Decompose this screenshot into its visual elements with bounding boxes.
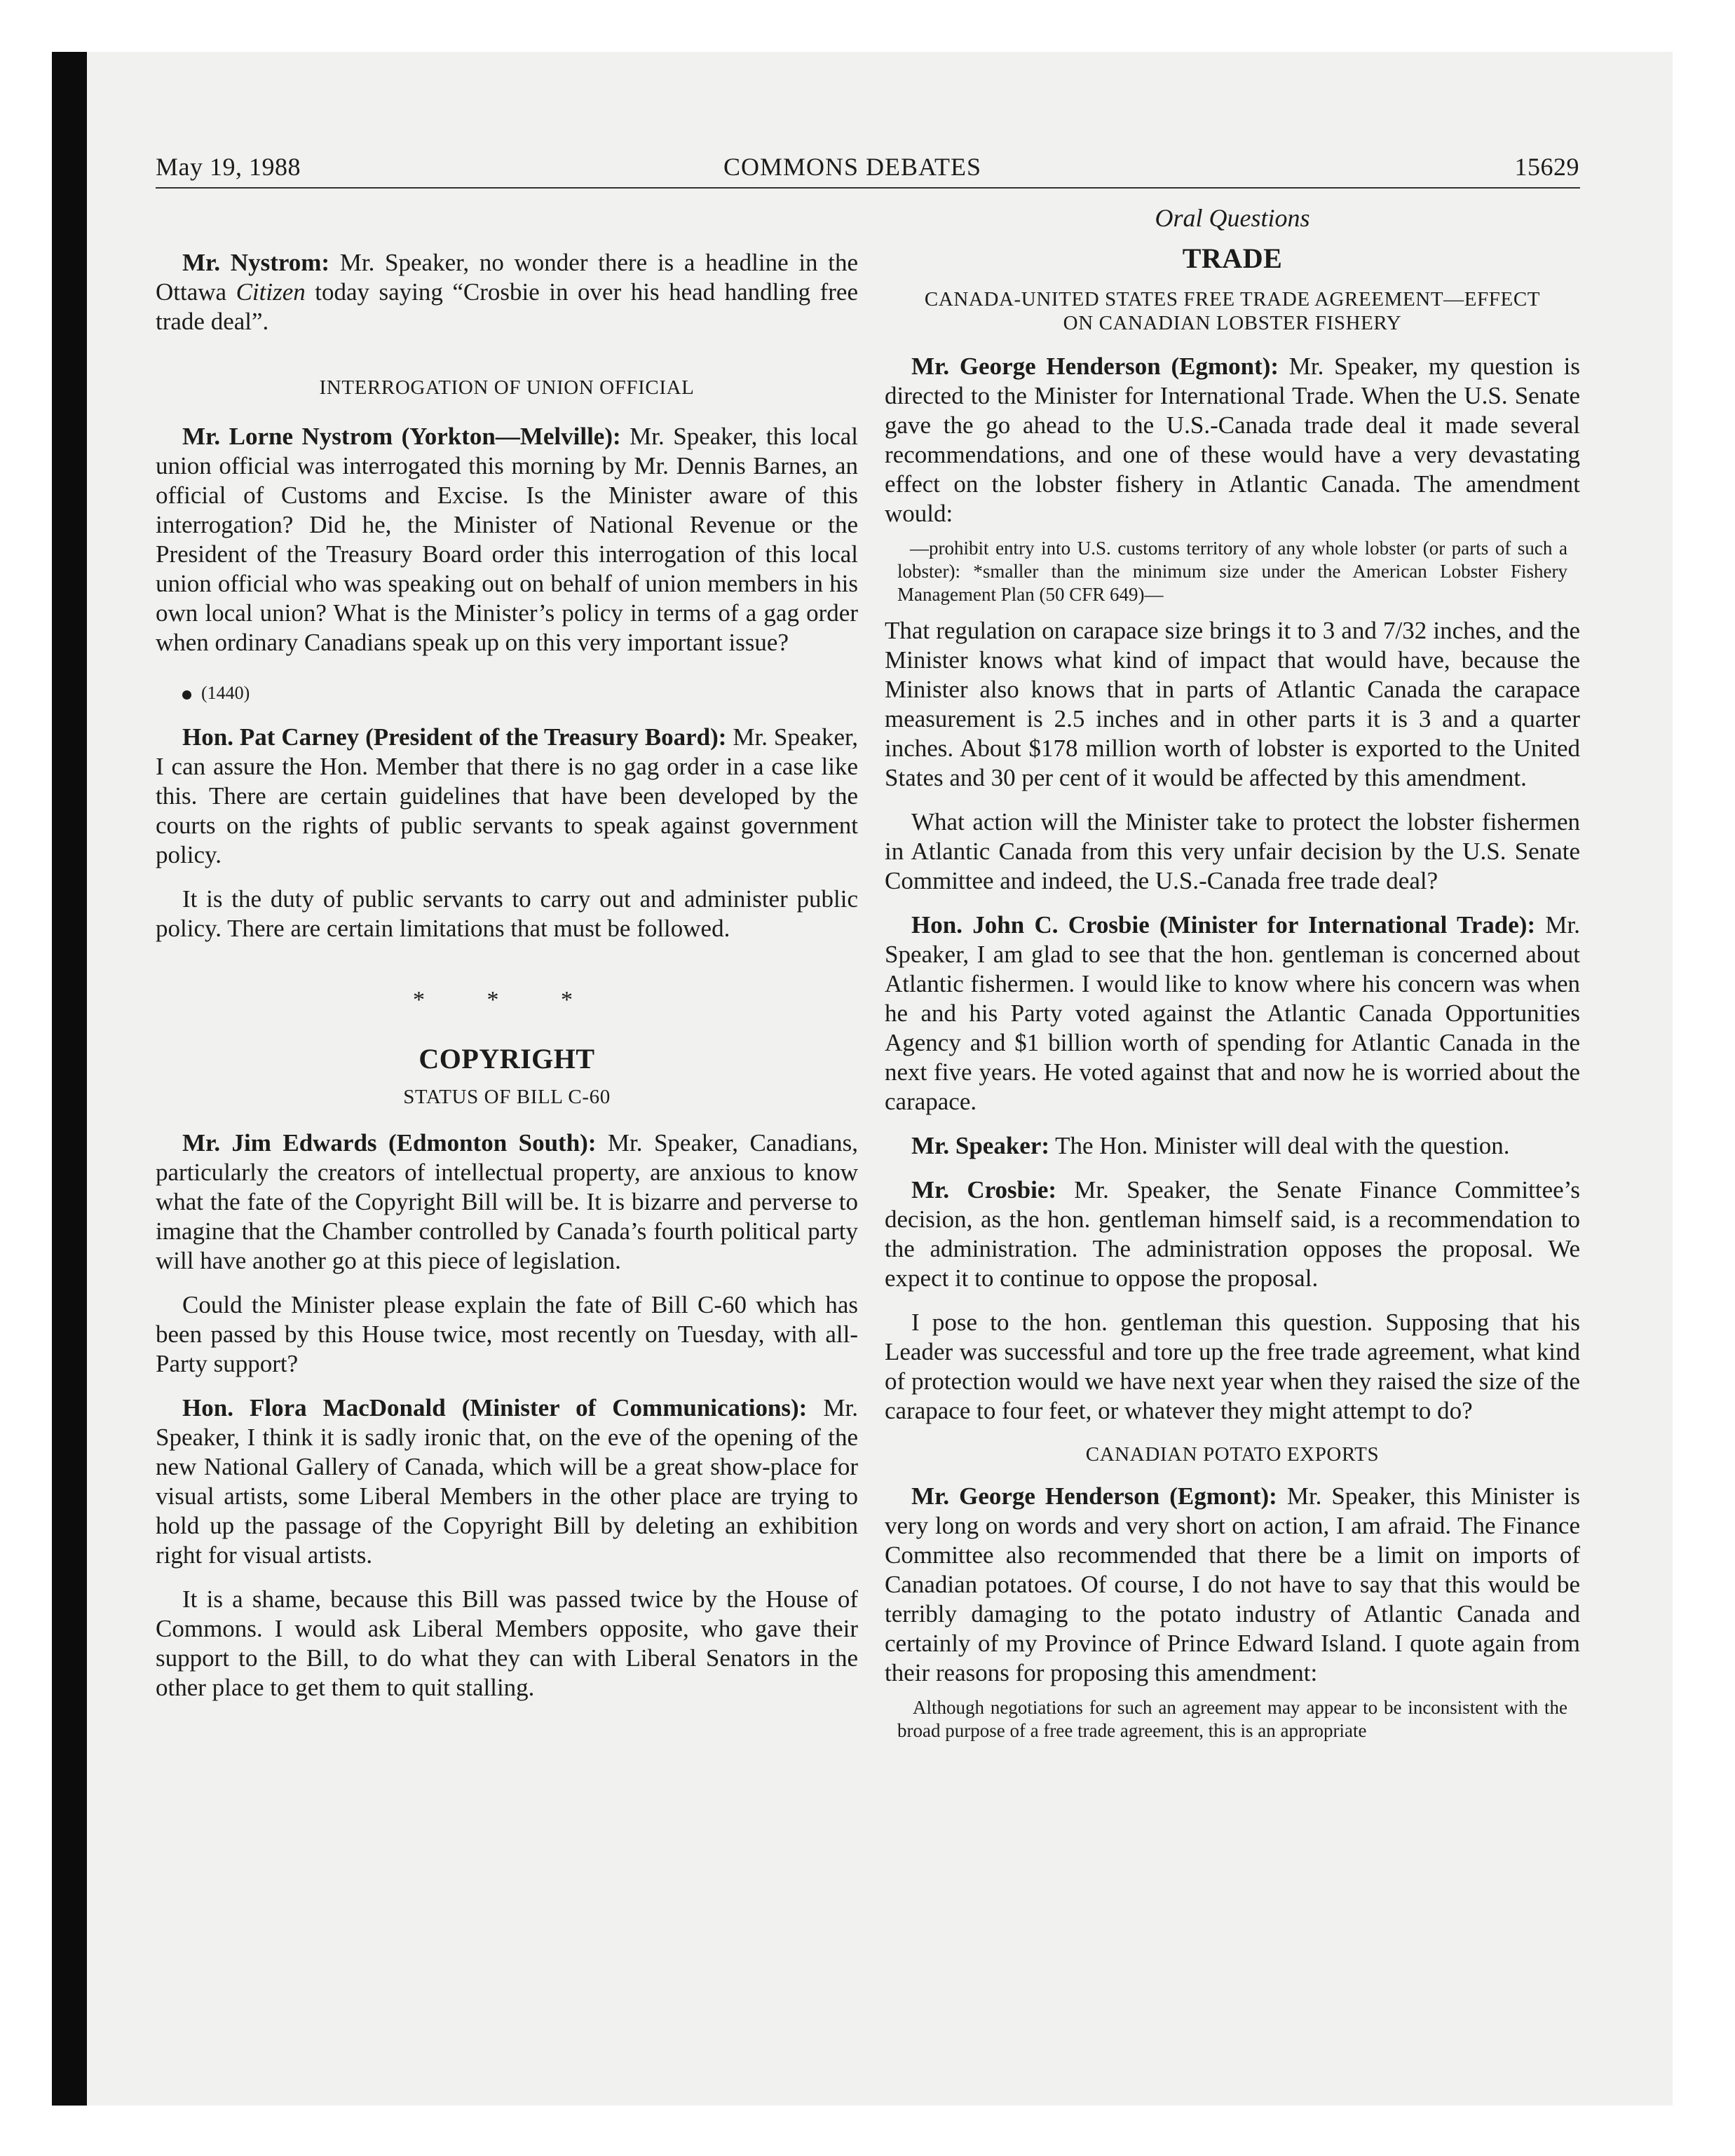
speaker-name: Mr. Jim Edwards (Edmonton South): bbox=[182, 1129, 597, 1157]
paragraph: That regulation on carapace size brings it to 3 and 7/32 inches, and the Minister knows what kind of impact that would have, because the Minister also knows that in parts of Atlantic Canada the carapace measurement is 2.5 inches and in other parts it is 3 and a quarter inches. About $178 million worth of lobster is exported to the United States and 30 per cent of it would be affected by this amendment. bbox=[885, 617, 1580, 791]
header-date: May 19, 1988 bbox=[156, 153, 301, 181]
paragraph bbox=[885, 1131, 1580, 1161]
paragraph-text: Mr. Speaker, Canadians, particularly the creators of intellectual property, are anxious to know what the fate of the Copyright Bill will be. It is bizarre and perverse to imagine that the Chamber controlled by Canada’s fourth political party will have another go at this piece of legislation. bbox=[156, 1129, 858, 1274]
speaker-name: Hon. Flora MacDonald (Minister of Communications): bbox=[182, 1394, 808, 1421]
speaker-name: Mr. Nystrom: bbox=[182, 249, 330, 276]
header-page-number: 15629 bbox=[1514, 153, 1579, 181]
header-rule bbox=[156, 187, 1580, 189]
bullet-icon bbox=[182, 690, 191, 700]
paragraph bbox=[156, 248, 858, 336]
paragraph bbox=[156, 422, 858, 657]
paragraph bbox=[885, 1482, 1580, 1688]
paragraph-text: The Hon. Minister will deal with the question. bbox=[1049, 1132, 1510, 1159]
speaker-name: Mr. George Henderson (Egmont): bbox=[911, 353, 1279, 380]
subheading: CANADA-UNITED STATES FREE TRADE AGREEMENT—EFFECT ON CANADIAN LOBSTER FISHERY bbox=[924, 288, 1541, 334]
paragraph: Could the Minister please explain the fate of Bill C-60 which has been passed by this House twice, most recently on Tuesday, with all-Party support? bbox=[156, 1291, 858, 1377]
section-label: Oral Questions bbox=[1155, 204, 1310, 232]
paragraph-text: today saying “Crosbie in over his head handling free trade deal”. bbox=[156, 278, 858, 335]
subheading: CANADIAN POTATO EXPORTS bbox=[1085, 1443, 1380, 1466]
scan-edge-bar bbox=[52, 52, 87, 2106]
paragraph bbox=[156, 723, 858, 870]
paragraph: It is the duty of public servants to carry out and administer public policy. There are certain limitations that must be followed. bbox=[156, 885, 858, 942]
subheading: INTERROGATION OF UNION OFFICIAL bbox=[319, 376, 695, 399]
paragraph-text: Mr. Speaker, my question is directed to the Minister for International Trade. When the U.S. Senate gave the go ahead to the U.S.-Canada trade deal it made several recommendations, and one of these would have a very devastating effect on the lobster fishery in Atlantic Canada. The amendment would: bbox=[885, 353, 1581, 527]
paragraph: It is a shame, because this Bill was passed twice by the House of Commons. I would ask Liberal Members opposite, who gave their support to the Bill, to do what they can with Liberal Senators in the other place to get them to quit stalling. bbox=[156, 1585, 858, 1701]
speaker-name: Mr. Crosbie: bbox=[911, 1176, 1057, 1203]
section-heading: TRADE bbox=[1182, 243, 1283, 274]
paragraph: What action will the Minister take to protect the lobster fishermen in Atlantic Canada from this very unfair decision by the U.S. Senate Committee and indeed, the U.S.-Canada free trade deal? bbox=[885, 808, 1580, 894]
section-heading: COPYRIGHT bbox=[419, 1043, 595, 1074]
block-quote: Although negotiations for such an agreement may appear to be inconsistent with the broad purpose of a free trade agreement, this is an appropriate bbox=[897, 1697, 1567, 1741]
paragraph-text: Mr. Speaker, the Senate Finance Committee’s decision, as the hon. gentleman himself said, is a recommendation to the administration. The administration opposes the proposal. We expect it to continue to oppose the proposal. bbox=[885, 1176, 1580, 1292]
paragraph-text: Mr. Speaker, this Minister is very long on words and very short on action, I am afraid. The Finance Committee also recommended that there be a limit on imports of Canadian potatoes. Of course, I do not have to say that this would be terribly damaging to the potato industry of Atlantic Canada and certainly of my Province of Prince Edward Island. I quote again from their reasons for proposing this amendment: bbox=[885, 1482, 1580, 1686]
paragraph bbox=[156, 1393, 858, 1570]
paragraph-text: Mr. Speaker, I think it is sadly ironic that, on the eve of the opening of the new National Gallery of Canada, which will be a great show-place for visual artists, some Liberal Members in the other place are trying to hold up the passage of the Copyright Bill by deleting an exhibition right for visual artists. bbox=[156, 1394, 858, 1569]
speaker-name: Hon. Pat Carney (President of the Treasury Board): bbox=[182, 723, 727, 751]
timestamp bbox=[156, 678, 858, 708]
left-column bbox=[156, 198, 858, 1717]
paragraph-text: Mr. Speaker, no wonder there is a headline in the Ottawa bbox=[156, 249, 859, 306]
timestamp-text: (1440) bbox=[201, 683, 250, 703]
paragraph bbox=[885, 352, 1580, 528]
block-quote: —prohibit entry into U.S. customs territory of any whole lobster (or parts of such a lobster): *smaller than the minimum size under the American Lobster Fishery Management Plan (50 CFR 649)— bbox=[897, 538, 1567, 605]
right-column bbox=[885, 198, 1580, 1752]
subheading: STATUS OF BILL C-60 bbox=[403, 1086, 611, 1108]
speaker-name: Mr. Speaker: bbox=[911, 1132, 1050, 1159]
header-title: COMMONS DEBATES bbox=[723, 153, 982, 181]
paragraph-text: Mr. Speaker, I am glad to see that the hon. gentleman is concerned about Atlantic fishermen. I would like to know where his concern was when he and his Party voted against the Atlantic Canada Opportunities Agency and $1 billion worth of spending for Atlantic Canada in the next five years. He voted against that and now he is worried about the carapace. bbox=[885, 911, 1580, 1115]
speaker-name: Hon. John C. Crosbie (Minister for International Trade): bbox=[911, 911, 1536, 939]
speaker-name: Mr. Lorne Nystrom (Yorkton—Melville): bbox=[182, 423, 621, 450]
paragraph bbox=[885, 910, 1580, 1117]
paragraph bbox=[156, 1128, 858, 1276]
paragraph: I pose to the hon. gentleman this question. Supposing that his Leader was successful and tore up the free trade agreement, what kind of protection would we have next year when they raised the size of the carapace to four feet, or whatever they might attempt to do? bbox=[885, 1309, 1580, 1424]
paragraph-text: Mr. Speaker, I can assure the Hon. Member that there is no gag order in a case like this. There are certain guidelines that have been developed by the courts on the rights of public servants to speak against government policy. bbox=[156, 723, 858, 868]
section-divider: * * * bbox=[413, 987, 601, 1013]
paragraph-text: Mr. Speaker, this local union official was interrogated this morning by Mr. Dennis Barnes, an official of Customs and Excise. Is the Minister aware of this interrogation? Did he, the Minister of National Revenue or the President of the Treasury Board order this interrogation of this local union official who was speaking out on behalf of union members in his own local union? What is the Minister’s policy in terms of a gag order when ordinary Canadians speak up on this very important issue? bbox=[156, 423, 858, 656]
speaker-name: Mr. George Henderson (Egmont): bbox=[911, 1482, 1277, 1510]
paragraph bbox=[885, 1175, 1580, 1293]
italic-text: Citizen bbox=[236, 278, 306, 306]
